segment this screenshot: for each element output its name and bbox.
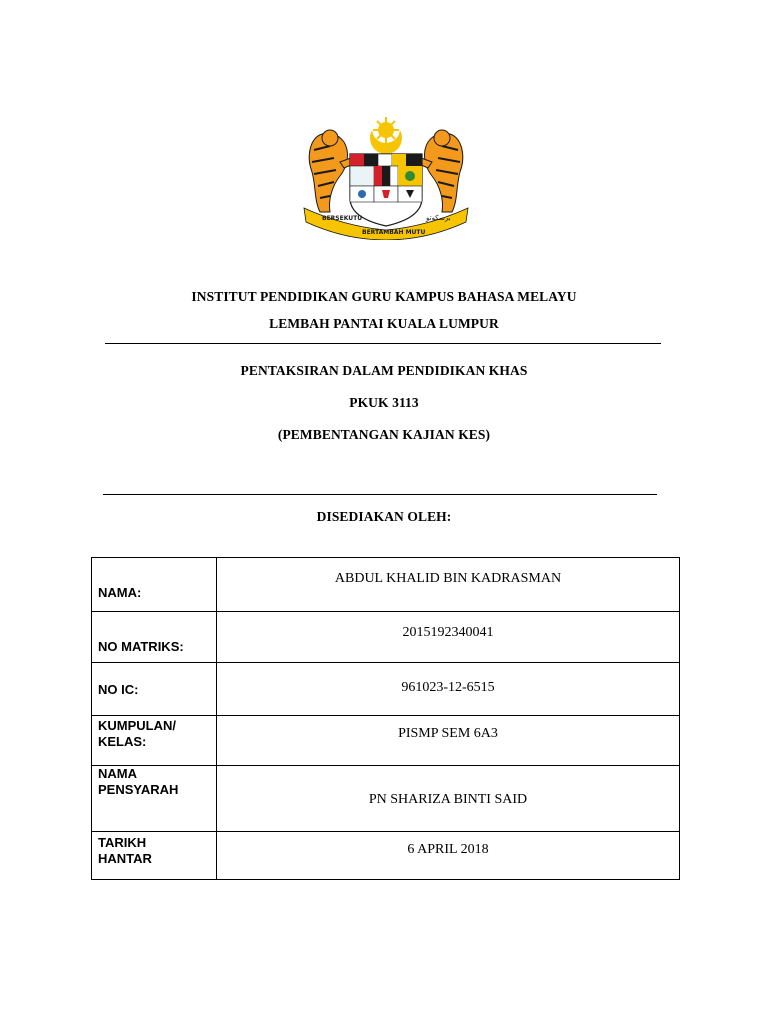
divider-middle: [103, 494, 657, 495]
crescent-star-icon: [370, 116, 402, 154]
matriks-label: NO MATRIKS:: [98, 639, 184, 654]
table-row: [92, 832, 680, 880]
institute-name-line-2: LEMBAH PANTAI KUALA LUMPUR: [269, 316, 499, 331]
tarikh-value: 6 APRIL 2018: [407, 842, 489, 857]
pensyarah-value-cell: [217, 766, 680, 832]
matriks-label-cell: [92, 612, 217, 663]
prepared-by-heading: DISEDIAKAN OLEH:: [316, 509, 452, 524]
kumpulan-label-cell: [92, 716, 217, 766]
pensyarah-value: PN SHARIZA BINTI SAID: [368, 792, 528, 807]
table-row: [92, 663, 680, 716]
kumpulan-label-line-1: KUMPULAN/: [98, 718, 176, 733]
tarikh-label-line-1: TARIKH: [98, 835, 147, 850]
table-row: [92, 766, 680, 832]
table-row: [92, 612, 680, 663]
kumpulan-value-cell: [217, 716, 680, 766]
pensyarah-label-cell: [92, 766, 217, 832]
motto-right-text: BERTAMBAH MUTU: [362, 229, 426, 236]
motto-jawi-text: برسکوتو: [426, 214, 451, 222]
pensyarah-label-line-1: NAMA: [98, 766, 137, 781]
coat-of-arms-logo: [300, 116, 472, 240]
course-code: PKUK 3113: [349, 395, 419, 410]
course-subtitle: (PEMBENTANGAN KAJIAN KES): [277, 427, 491, 442]
tarikh-label-cell: [92, 832, 217, 880]
ic-value: 961023-12-6515: [401, 680, 495, 695]
motto-left-text: BERSEKUTU: [322, 215, 363, 222]
nama-value: ABDUL KHALID BIN KADRASMAN: [334, 571, 562, 586]
course-title: PENTAKSIRAN DALAM PENDIDIKAN KHAS: [240, 363, 528, 378]
matriks-value-cell: [217, 612, 680, 663]
ic-label: NO IC:: [98, 682, 139, 697]
divider-top: [105, 343, 661, 344]
ic-label-cell: [92, 663, 217, 716]
nama-label: NAMA:: [98, 585, 142, 600]
tarikh-value-cell: [217, 832, 680, 880]
kumpulan-label-line-2: KELAS:: [98, 734, 147, 749]
pensyarah-label-line-2: PENSYARAH: [98, 782, 179, 797]
table-row: [92, 558, 680, 612]
tarikh-label-line-2: HANTAR: [98, 851, 152, 866]
nama-value-cell: [217, 558, 680, 612]
student-details-table: [91, 557, 680, 880]
institute-name-line-1: INSTITUT PENDIDIKAN GURU KAMPUS BAHASA MELAYU: [191, 289, 577, 304]
kumpulan-value: PISMP SEM 6A3: [398, 726, 498, 741]
nama-label-cell: [92, 558, 217, 612]
ic-value-cell: [217, 663, 680, 716]
matriks-value: 2015192340041: [402, 625, 494, 640]
table-row: [92, 716, 680, 766]
